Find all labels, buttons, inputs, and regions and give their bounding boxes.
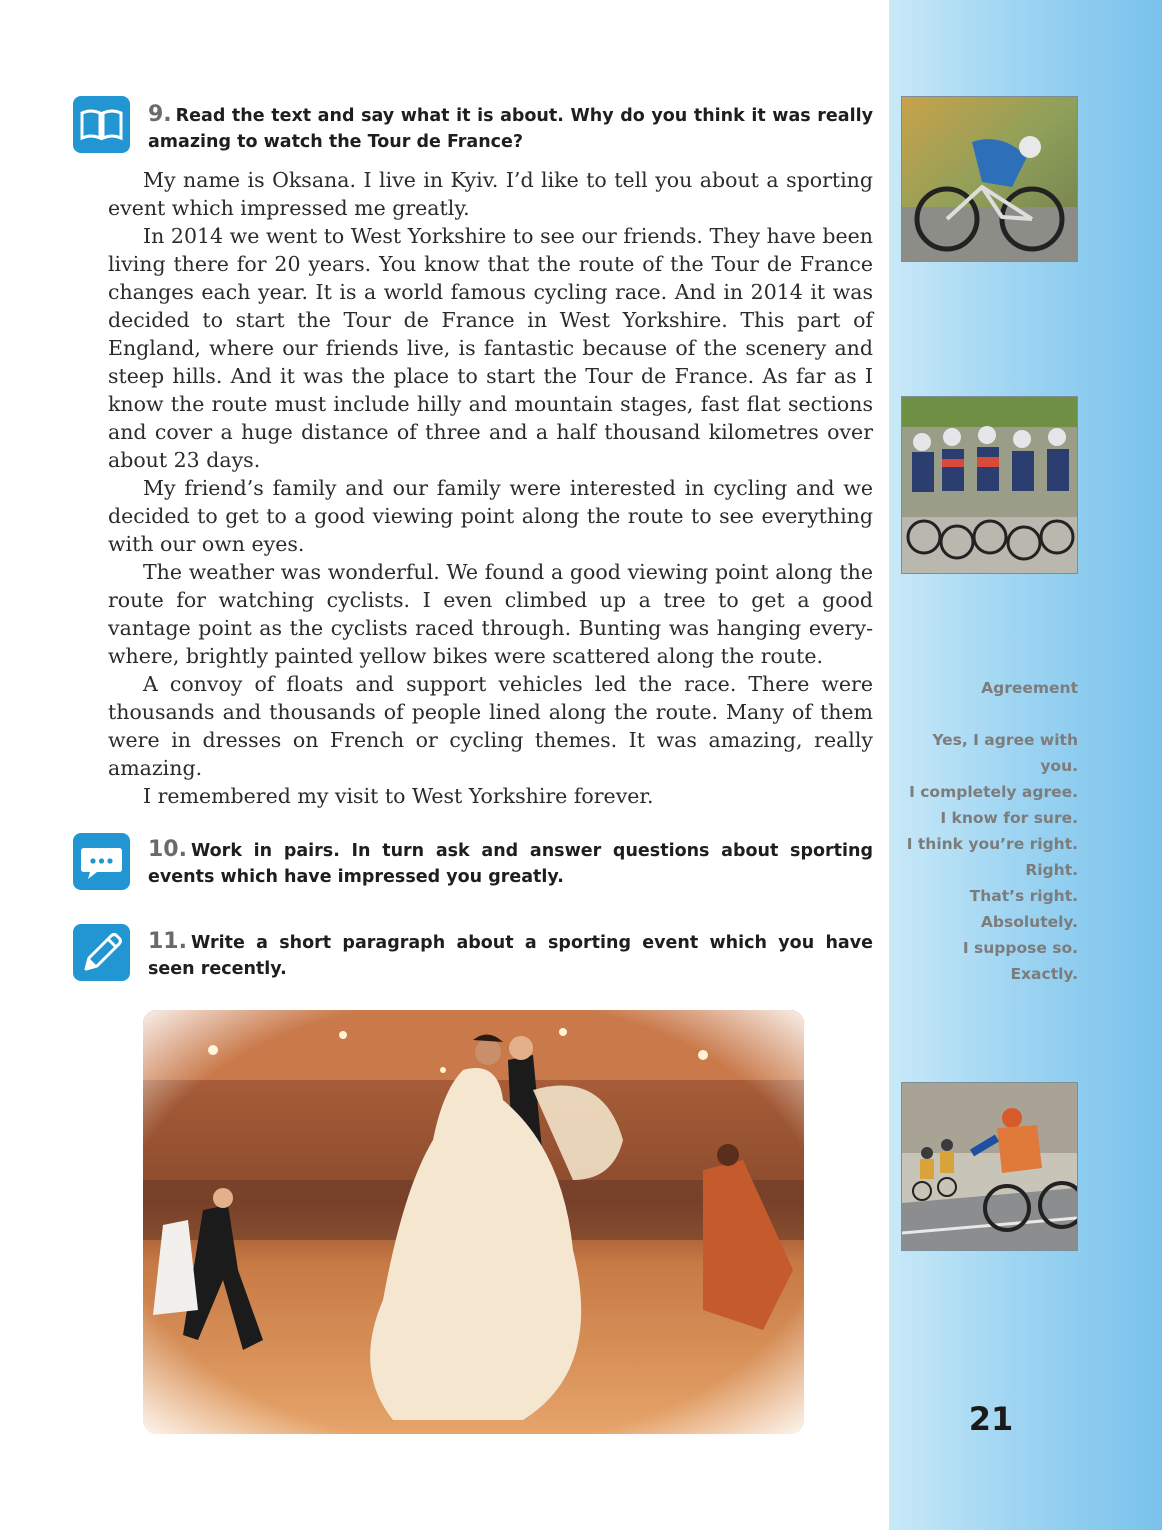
- reading-paragraph: A convoy of floats and support vehicles led the race. There were thousands and thousands of people lined along the route. Many of them were in dresses on French or cycling themes. It was amazing, really amazing.: [108, 672, 873, 780]
- exercise-instruction: Write a short paragraph about a sporting event which you have seen recently.: [148, 933, 873, 979]
- reading-paragraph: I remembered my visit to West Yorkshire forever.: [143, 784, 654, 808]
- peloton-photo: [901, 396, 1078, 574]
- book-icon: [73, 96, 130, 153]
- reading-paragraph: My friend’s family and our family were interested in cycling and we decided to get to a good viewing point along the route to see everything with our own eyes.: [108, 476, 873, 556]
- exercise-instruction: Read the text and say what it is about. Why do you think it was really amazing to watch the Tour de France?: [148, 106, 873, 152]
- agreement-phrase: you.: [1040, 757, 1078, 775]
- exercise-number: 10.: [148, 837, 187, 862]
- exercise-11-heading: [148, 929, 873, 982]
- road-race-photo: [901, 1082, 1078, 1251]
- exercise-number: 9.: [148, 102, 172, 127]
- ballroom-dance-photo: [143, 1010, 804, 1434]
- agreement-phrase: I think you’re right.: [906, 835, 1078, 853]
- agreement-phrase: I completely agree.: [909, 783, 1078, 801]
- exercise-instruction: Work in pairs. In turn ask and answer questions about sporting events which have impressed you greatly.: [148, 841, 873, 887]
- reading-paragraph: In 2014 we went to West Yorkshire to see our friends. They have been living there for 20 years. You know that the route of the Tour de France changes each year. It is a world famous cycling race. And in 2014 it was decided to start the Tour de France in West Yorkshire. This part of England, where our friends live, is fantastic because of the scenery and steep hills. And it was the place to start the Tour de France. As far as I know the route must include hilly and mountain stages, fast flat sections and cover a huge distance of three and a half thousand kilometres over about 23 days.: [108, 224, 873, 472]
- exercise-9-heading: [148, 102, 873, 155]
- agreement-phrase: Absolutely.: [980, 913, 1078, 931]
- reading-paragraph: The weather was wonderful. We found a good viewing point along the route for watching cyclists. I even climbed up a tree to get a good vantage point as the cyclists raced through. Bunting was hanging every-where, brightly painted yellow bikes were scattered along the route.: [108, 560, 873, 668]
- exercise-10-heading: [148, 837, 873, 890]
- agreement-phrase: Right.: [1025, 861, 1078, 879]
- exercise-number: 11.: [148, 929, 187, 954]
- cyclist-photo: [901, 96, 1078, 262]
- agreement-title: Agreement: [981, 679, 1078, 697]
- pencil-icon: [73, 924, 130, 981]
- agreement-phrase: That’s right.: [969, 887, 1078, 905]
- reading-paragraph: My name is Oksana. I live in Kyiv. I’d like to tell you about a sporting event which impressed me greatly.: [108, 168, 873, 220]
- agreement-phrase: Yes, I agree with: [932, 731, 1078, 749]
- agreement-phrase: Exactly.: [1010, 965, 1078, 983]
- page-number: 21: [968, 1400, 1014, 1438]
- speech-bubble-icon: [73, 833, 130, 890]
- agreement-phrase: I suppose so.: [962, 939, 1078, 957]
- agreement-box: [888, 675, 1078, 987]
- agreement-phrase: I know for sure.: [940, 809, 1078, 827]
- reading-text: [108, 166, 873, 810]
